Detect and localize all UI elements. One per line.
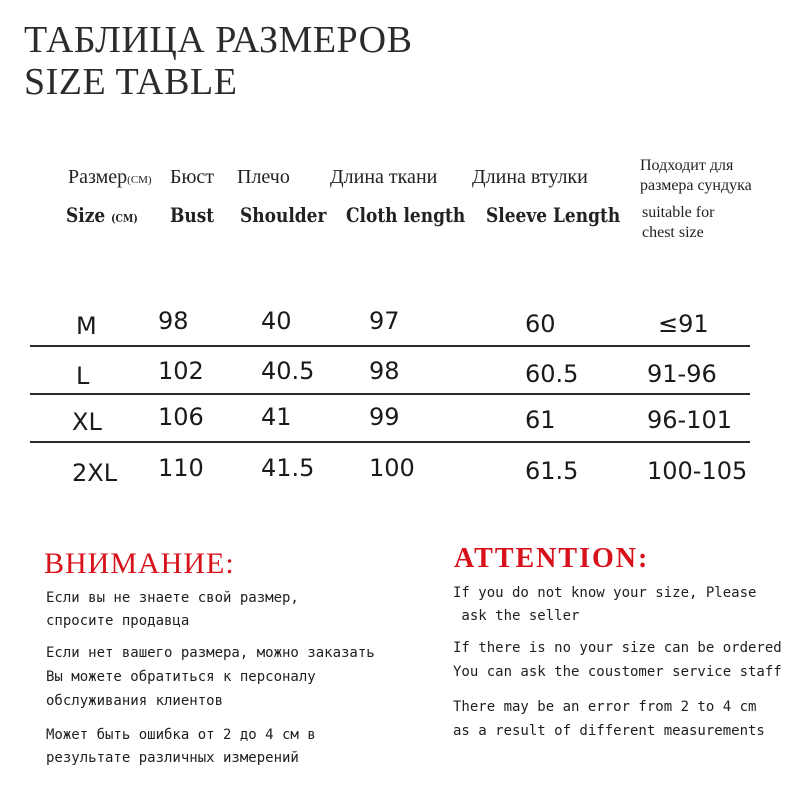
row-divider [30, 393, 750, 395]
attention-ru-line: Может быть ошибка от 2 до 4 см в [46, 727, 316, 743]
header-bust-en: Bust [170, 203, 215, 227]
cell-shoulder-l: 40.5 [261, 357, 315, 385]
attention-ru-line: обслуживания клиентов [46, 693, 224, 709]
header-size-en [66, 203, 138, 227]
attention-en-line: You can ask the coustomer service staff [453, 664, 782, 680]
attention-ru-line: Если нет вашего размера, можно заказать [46, 645, 375, 661]
header-shoulder-ru: Плечо [237, 166, 290, 188]
header-bust-ru: Бюст [170, 166, 215, 188]
cell-sleeve-xl: 61 [525, 406, 556, 434]
header-sleeve-ru: Длина втулки [472, 166, 588, 188]
cell-shoulder-xl: 41 [261, 403, 292, 431]
header-chest-en-1: suitable for [642, 204, 715, 221]
attention-title-en: ATTENTION: [454, 543, 650, 574]
header-size-en-text: Size [66, 203, 106, 227]
cell-chest-2xl: 100-105 [647, 457, 748, 485]
attention-title-ru: ВНИМАНИЕ: [44, 547, 235, 580]
cell-shoulder-2xl: 41.5 [261, 454, 315, 482]
header-size-ru [68, 166, 152, 189]
cell-sleeve-2xl: 61.5 [525, 457, 579, 485]
attention-en-line: If you do not know your size, Please [453, 585, 757, 601]
cell-bust-l: 102 [158, 357, 204, 385]
attention-ru-line: Вы можете обратиться к персоналу [46, 669, 316, 685]
title-en: SIZE TABLE [24, 61, 238, 103]
row-divider [30, 345, 750, 347]
cell-cloth-m: 97 [369, 307, 400, 335]
header-sleeve-en: Sleeve Length [486, 203, 621, 227]
cell-shoulder-m: 40 [261, 307, 292, 335]
cell-sleeve-m: 60 [525, 310, 556, 338]
attention-en-line: as a result of different measurements [453, 723, 765, 739]
cell-chest-l: 91-96 [647, 360, 717, 388]
cell-cloth-xl: 99 [369, 403, 400, 431]
header-size-ru-text: Размер [68, 166, 128, 188]
attention-en-line: If there is no your size can be ordered [453, 640, 782, 656]
title-ru: ТАБЛИЦА РАЗМЕРОВ [24, 19, 413, 61]
cell-bust-m: 98 [158, 307, 189, 335]
header-cloth-en: Cloth length [346, 203, 466, 227]
cell-cloth-2xl: 100 [369, 454, 415, 482]
cell-chest-m: ≤91 [658, 310, 709, 338]
cell-size-xl: XL [72, 408, 102, 436]
attention-ru-line: Если вы не знаете свой размер, [46, 590, 299, 606]
cell-sleeve-l: 60.5 [525, 360, 579, 388]
header-size-en-unit: (CM) [111, 212, 138, 225]
cell-bust-2xl: 110 [158, 454, 204, 482]
header-shoulder-en: Shoulder [240, 203, 327, 227]
header-cloth-ru: Длина ткани [330, 166, 438, 188]
attention-en-line: There may be an error from 2 to 4 cm [453, 699, 757, 715]
header-chest-ru-2: размера сундука [640, 177, 752, 194]
attention-ru-line: спросите продавца [46, 613, 190, 629]
cell-size-l: L [76, 362, 90, 390]
header-size-ru-unit: (CM) [127, 174, 152, 186]
row-divider [30, 441, 750, 443]
cell-size-m: M [76, 312, 97, 340]
cell-bust-xl: 106 [158, 403, 204, 431]
cell-cloth-l: 98 [369, 357, 400, 385]
header-chest-ru-1: Подходит для [640, 157, 734, 174]
cell-size-2xl: 2XL [72, 459, 118, 487]
attention-ru-line: результате различных измерений [46, 750, 299, 766]
cell-chest-xl: 96-101 [647, 406, 733, 434]
attention-en-line: ask the seller [453, 608, 580, 624]
header-chest-en-2: chest size [642, 224, 704, 241]
